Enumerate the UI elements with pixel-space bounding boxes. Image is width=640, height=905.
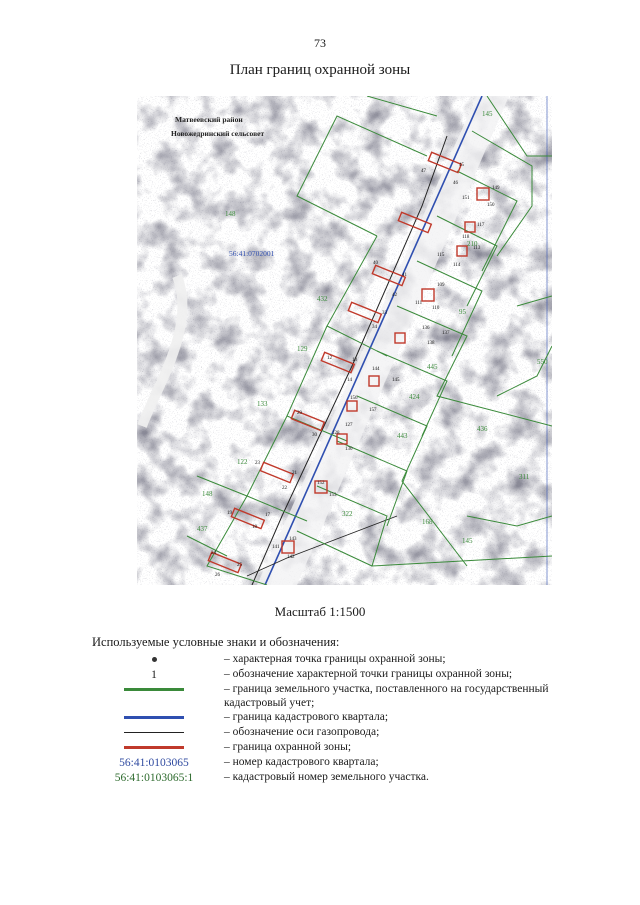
point-number-label: 42: [392, 293, 397, 298]
point-number-label: 138: [427, 341, 435, 346]
legend-symbol: [108, 710, 200, 725]
legend-text: – номер кадастрового квартала;: [224, 756, 379, 768]
page-number: 73: [314, 36, 326, 50]
legend-item-quarter-boundary: [0, 710, 640, 725]
parcel-number-label: 550: [537, 358, 548, 366]
point-number-label: 30: [312, 433, 317, 438]
point-number-label: 156: [350, 396, 358, 401]
point-number-label: 114: [453, 263, 461, 268]
point-number-label: 157: [369, 408, 377, 413]
black-line-icon: [124, 732, 184, 733]
legend-symbol: [108, 740, 200, 755]
point-number-label: 136: [422, 326, 430, 331]
legend-text: – обозначение оси газопровода;: [224, 726, 380, 738]
point-number-label: 40: [373, 261, 378, 266]
green-line-icon: [124, 688, 184, 691]
parcel-number-label: 322: [342, 510, 353, 518]
legend-symbol: [108, 725, 200, 740]
point-number-label: 45: [459, 163, 464, 168]
legend-text: – кадастровый номер земельного участка.: [224, 771, 429, 783]
district-label: Матвеевский район: [175, 115, 243, 124]
point-number-label: 26: [215, 573, 220, 578]
parcel-number-label: 95: [459, 308, 466, 316]
legend-item-pipeline-axis: [0, 725, 640, 740]
cadastral-map: [137, 96, 552, 585]
point-number-label: 153: [329, 493, 337, 498]
point-number-label: 13: [352, 358, 357, 363]
point-number-label: 142: [287, 555, 295, 560]
blue-line-icon: [124, 716, 184, 719]
point-number-label: 34: [372, 325, 377, 330]
legend-item-quarter-number: [0, 755, 640, 770]
point-number-label: 149: [492, 186, 500, 191]
parcel-number-label: 445: [427, 363, 438, 371]
parcel-number-label: 122: [237, 458, 248, 466]
legend-symbol: 1: [151, 668, 157, 681]
point-number-label: 145: [392, 378, 400, 383]
legend-symbol: 56:41:0103065: [119, 756, 189, 769]
point-number-label: 21: [292, 471, 297, 476]
quarter-number-label: 56:41:0702001: [229, 249, 275, 258]
point-number-label: 110: [432, 306, 440, 311]
legend-text: – граница охранной зоны;: [224, 741, 352, 753]
parcel-number-label: 424: [409, 393, 420, 401]
legend-title: Используемые условные знаки и обозначения:: [92, 635, 340, 649]
point-number-label: 118: [462, 235, 470, 240]
point-number-label: 47: [421, 169, 426, 174]
parcel-number-label: 145: [482, 110, 493, 118]
parcel-number-label: 168: [422, 518, 433, 526]
point-number-label: 150: [487, 203, 495, 208]
point-number-label: 23: [255, 461, 260, 466]
legend-text: – обозначение характерной точки границы охранной зоны;: [224, 668, 513, 680]
point-number-label: 109: [437, 283, 445, 288]
parcel-number-label: 436: [477, 425, 488, 433]
legend: [0, 652, 640, 785]
point-number-label: 152: [317, 481, 325, 486]
point-number-label: 137: [442, 331, 450, 336]
point-number-label: 22: [282, 486, 287, 491]
legend-item-parcel-boundary: [0, 682, 640, 710]
legend-item-point: [0, 652, 640, 667]
point-number-label: 33: [382, 311, 387, 316]
legend-text: – граница земельного участка, поставленного на государственный кадастровый учет;: [224, 683, 549, 709]
point-number-label: 19: [227, 511, 232, 516]
point-number-label: 17: [265, 513, 270, 518]
point-number-label: 12: [327, 356, 332, 361]
point-number-label: 130: [345, 447, 353, 452]
point-number-label: 24: [211, 551, 216, 556]
legend-symbol: [108, 682, 200, 697]
legend-item-point-label: [0, 667, 640, 682]
point-number-label: 128: [332, 431, 340, 436]
red-line-icon: [124, 746, 184, 749]
point-number-label: 18: [252, 525, 257, 530]
point-number-label: 113: [473, 246, 481, 251]
parcel-number-label: 148: [202, 490, 213, 498]
parcel-number-label: 145: [462, 537, 473, 545]
parcel-number-label: 437: [197, 525, 208, 533]
point-number-label: 127: [345, 423, 353, 428]
legend-symbol: [108, 652, 200, 667]
parcel-number-label: 311: [519, 473, 530, 481]
scale-label: Масштаб 1:1500: [274, 604, 366, 619]
point-number-label: 111: [415, 301, 423, 306]
point-number-label: 14: [347, 378, 352, 383]
settlement-label: Новожедринский сельсовет: [171, 129, 265, 138]
legend-text: – граница кадастрового квартала;: [224, 711, 389, 723]
legend-symbol: 56:41:0103065:1: [114, 771, 194, 784]
point-number-label: 141: [272, 545, 280, 550]
point-number-label: 151: [462, 196, 470, 201]
point-symbol-icon: [152, 657, 157, 662]
parcel-number-label: 443: [397, 432, 408, 440]
point-number-label: 115: [437, 253, 445, 258]
point-number-label: 41: [402, 273, 407, 278]
point-number-label: 144: [372, 367, 380, 372]
legend-item-parcel-number: [0, 770, 640, 785]
parcel-number-label: 129: [297, 345, 308, 353]
point-number-label: 143: [289, 537, 297, 542]
point-number-label: 25: [237, 563, 242, 568]
point-number-label: 29: [297, 411, 302, 416]
parcel-number-label: 210: [467, 240, 478, 248]
parcel-number-label: 148: [225, 210, 236, 218]
parcel-number-label: 432: [317, 295, 328, 303]
legend-item-protection-zone: [0, 740, 640, 755]
parcel-number-label: 133: [257, 400, 268, 408]
point-number-label: 46: [453, 181, 458, 186]
page-title: План границ охранной зоны: [229, 62, 411, 78]
legend-text: – характерная точка границы охранной зоны;: [224, 653, 446, 665]
point-number-label: 117: [477, 223, 485, 228]
